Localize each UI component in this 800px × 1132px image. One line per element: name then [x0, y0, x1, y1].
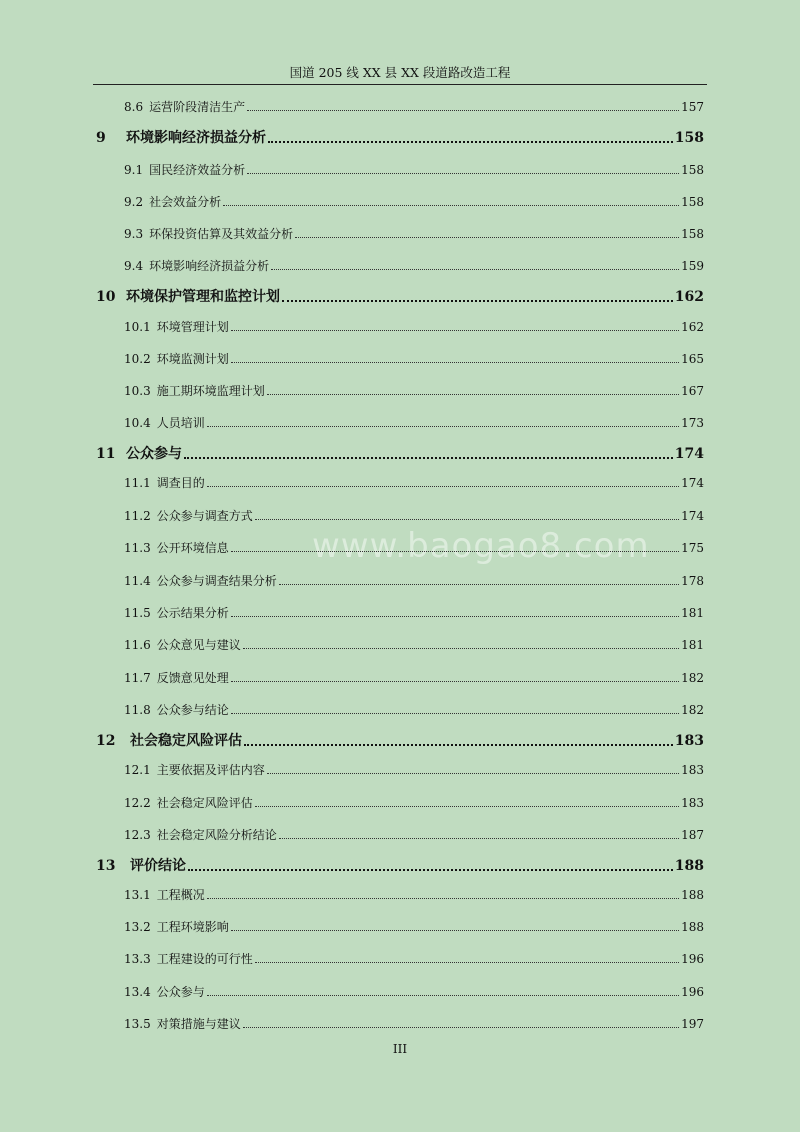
toc-entry-number: 9.1 [124, 163, 144, 177]
toc-entry-page: 188 [681, 888, 704, 902]
toc-entry-number: 10.3 [124, 384, 151, 398]
running-header: 国道 205 线 XX 县 XX 段道路改造工程 [289, 65, 511, 80]
toc-chapter-entry[interactable] [96, 287, 704, 307]
toc-dot-leader [247, 109, 679, 111]
toc-entry-number: 10.2 [124, 352, 151, 366]
toc-entry-page: 183 [674, 733, 704, 749]
toc-chapter-entry[interactable] [96, 856, 704, 876]
toc-entry-title: 社会效益分析 [149, 195, 222, 209]
toc-entry-title: 反馈意见处理 [156, 671, 229, 685]
toc-section-entry[interactable] [124, 98, 704, 116]
toc-entry-page: 165 [681, 352, 704, 366]
toc-entry-title: 对策措施与建议 [156, 1017, 241, 1031]
toc-section-entry[interactable] [124, 794, 704, 812]
toc-chapter-entry[interactable] [96, 731, 704, 751]
toc-dot-leader [268, 140, 673, 143]
toc-entry-title: 社会稳定风险分析结论 [156, 828, 277, 842]
toc-entry-title: 公众参与调查结果分析 [156, 574, 277, 588]
toc-entry-number: 10.4 [124, 416, 151, 430]
toc-dot-leader [207, 425, 679, 427]
toc-entry-page: 162 [674, 289, 704, 305]
toc-section-entry[interactable] [124, 382, 704, 400]
toc-entry-title: 工程环境影响 [156, 920, 229, 934]
toc-entry-title: 公众参与结论 [156, 703, 229, 717]
toc-entry-title: 公开环境信息 [156, 541, 229, 555]
toc-entry-number: 13.5 [124, 1017, 151, 1031]
toc-entry-number: 11.7 [124, 671, 151, 685]
toc-entry-number: 11.4 [124, 574, 151, 588]
page-number: III [392, 1042, 408, 1056]
toc-entry-number: 8.6 [124, 100, 144, 114]
toc-entry-number: 13.4 [124, 985, 151, 999]
toc-dot-leader [231, 550, 679, 552]
toc-entry-number: 13.1 [124, 888, 151, 902]
toc-entry-title: 环境影响经济损益分析 [149, 259, 270, 273]
toc-dot-leader [207, 485, 679, 487]
toc-dot-leader [231, 680, 679, 682]
toc-entry-page: 158 [681, 163, 704, 177]
toc-entry-page: 162 [681, 320, 704, 334]
toc-entry-page: 158 [681, 195, 704, 209]
toc-section-entry[interactable] [124, 604, 704, 622]
toc-section-entry[interactable] [124, 539, 704, 557]
toc-entry-number: 12.1 [124, 763, 151, 777]
toc-dot-leader [279, 583, 679, 585]
toc-entry-page: 187 [681, 828, 704, 842]
toc-section-entry[interactable] [124, 761, 704, 779]
toc-dot-leader [231, 615, 679, 617]
toc-entry-number: 12.3 [124, 828, 151, 842]
toc-dot-leader [271, 268, 679, 270]
toc-entry-number: 9 [96, 130, 106, 146]
toc-entry-title: 主要依据及评估内容 [156, 763, 265, 777]
toc-entry-title: 公众参与调查方式 [156, 509, 253, 523]
toc-dot-leader [207, 994, 679, 996]
toc-dot-leader [188, 868, 673, 871]
toc-entry-page: 159 [681, 259, 704, 273]
toc-dot-leader [231, 361, 679, 363]
toc-dot-leader [243, 647, 679, 649]
toc-entry-title: 社会稳定风险评估 [156, 796, 253, 810]
toc-section-entry[interactable] [124, 983, 704, 1001]
toc-entry-page: 174 [681, 509, 704, 523]
watermark-text: www.baogao8.com [312, 526, 650, 566]
toc-entry-title: 环境监测计划 [156, 352, 229, 366]
toc-dot-leader [295, 236, 679, 238]
toc-entry-page: 196 [681, 952, 704, 966]
toc-dot-leader [267, 772, 679, 774]
toc-dot-leader [255, 805, 679, 807]
toc-dot-leader [207, 897, 679, 899]
toc-section-entry[interactable] [124, 193, 704, 211]
toc-entry-page: 178 [681, 574, 704, 588]
toc-section-entry[interactable] [124, 886, 704, 904]
toc-section-entry[interactable] [124, 1015, 704, 1033]
toc-entry-page: 183 [681, 796, 704, 810]
toc-entry-title: 评价结论 [130, 858, 186, 874]
toc-dot-leader [247, 172, 679, 174]
toc-entry-title: 施工期环境监理计划 [156, 384, 265, 398]
toc-entry-number: 11.6 [124, 638, 151, 652]
toc-entry-title: 环境管理计划 [156, 320, 229, 334]
toc-entry-number: 11 [96, 446, 116, 462]
toc-entry-title: 环境影响经济损益分析 [126, 130, 266, 146]
toc-entry-page: 167 [681, 384, 704, 398]
toc-entry-number: 9.2 [124, 195, 144, 209]
toc-section-entry[interactable] [124, 669, 704, 687]
toc-entry-number: 11.3 [124, 541, 151, 555]
toc-entry-title: 国民经济效益分析 [149, 163, 246, 177]
toc-entry-title: 运营阶段清洁生产 [149, 100, 246, 114]
toc-entry-title: 工程概况 [156, 888, 205, 902]
toc-dot-leader [184, 456, 673, 459]
toc-entry-page: 157 [681, 100, 704, 114]
toc-entry-title: 公众参与 [126, 446, 182, 462]
toc-entry-page: 182 [681, 703, 704, 717]
toc-entry-page: 196 [681, 985, 704, 999]
toc-entry-number: 9.4 [124, 259, 144, 273]
toc-section-entry[interactable] [124, 350, 704, 368]
toc-section-entry[interactable] [124, 474, 704, 492]
toc-entry-page: 175 [681, 541, 704, 555]
toc-section-entry[interactable] [124, 161, 704, 179]
toc-dot-leader [255, 961, 679, 963]
toc-section-entry[interactable] [124, 918, 704, 936]
toc-entry-page: 181 [681, 606, 704, 620]
toc-dot-leader [279, 837, 679, 839]
toc-dot-leader [231, 712, 679, 714]
toc-entry-page: 174 [681, 476, 704, 490]
toc-section-entry[interactable] [124, 950, 704, 968]
toc-section-entry[interactable] [124, 257, 704, 275]
toc-section-entry[interactable] [124, 572, 704, 590]
toc-entry-page: 158 [681, 227, 704, 241]
toc-entry-title: 人员培训 [156, 416, 205, 430]
toc-entry-title: 公众意见与建议 [156, 638, 241, 652]
toc-section-entry[interactable] [124, 225, 704, 243]
toc-entry-title: 社会稳定风险评估 [130, 733, 242, 749]
toc-entry-page: 181 [681, 638, 704, 652]
toc-entry-page: 174 [674, 446, 704, 462]
toc-section-entry[interactable] [124, 826, 704, 844]
toc-entry-number: 11.2 [124, 509, 151, 523]
toc-section-entry[interactable] [124, 318, 704, 336]
toc-entry-number: 10 [96, 289, 116, 305]
toc-section-entry[interactable] [124, 414, 704, 432]
toc-entry-page: 188 [674, 858, 704, 874]
toc-entry-page: 158 [674, 130, 704, 146]
toc-dot-leader [243, 1026, 679, 1028]
toc-entry-number: 11.1 [124, 476, 151, 490]
toc-dot-leader [223, 204, 679, 206]
toc-chapter-entry[interactable] [96, 444, 704, 464]
toc-entry-number: 9.3 [124, 227, 144, 241]
toc-entry-title: 公示结果分析 [156, 606, 229, 620]
toc-entry-number: 10.1 [124, 320, 151, 334]
toc-entry-title: 调查目的 [156, 476, 205, 490]
toc-dot-leader [244, 743, 673, 746]
toc-entry-number: 11.5 [124, 606, 151, 620]
toc-entry-page: 173 [681, 416, 704, 430]
toc-entry-number: 13.3 [124, 952, 151, 966]
toc-section-entry[interactable] [124, 507, 704, 525]
toc-entry-page: 188 [681, 920, 704, 934]
toc-entry-page: 182 [681, 671, 704, 685]
toc-entry-title: 工程建设的可行性 [156, 952, 253, 966]
toc-entry-page: 197 [681, 1017, 704, 1031]
toc-chapter-entry[interactable] [96, 128, 704, 148]
toc-entry-title: 环保投资估算及其效益分析 [149, 227, 294, 241]
toc-entry-number: 12.2 [124, 796, 151, 810]
toc-entry-number: 13 [96, 858, 116, 874]
toc-dot-leader [231, 929, 679, 931]
toc-section-entry[interactable] [124, 636, 704, 654]
toc-dot-leader [282, 299, 673, 302]
toc-entry-title: 环境保护管理和监控计划 [126, 289, 280, 305]
toc-entry-title: 公众参与 [156, 985, 205, 999]
toc-entry-number: 12 [96, 733, 116, 749]
toc-dot-leader [231, 329, 679, 331]
toc-entry-number: 13.2 [124, 920, 151, 934]
toc-entry-page: 183 [681, 763, 704, 777]
toc-entry-number: 11.8 [124, 703, 151, 717]
toc-section-entry[interactable] [124, 701, 704, 719]
toc-dot-leader [255, 518, 679, 520]
toc-dot-leader [267, 393, 679, 395]
